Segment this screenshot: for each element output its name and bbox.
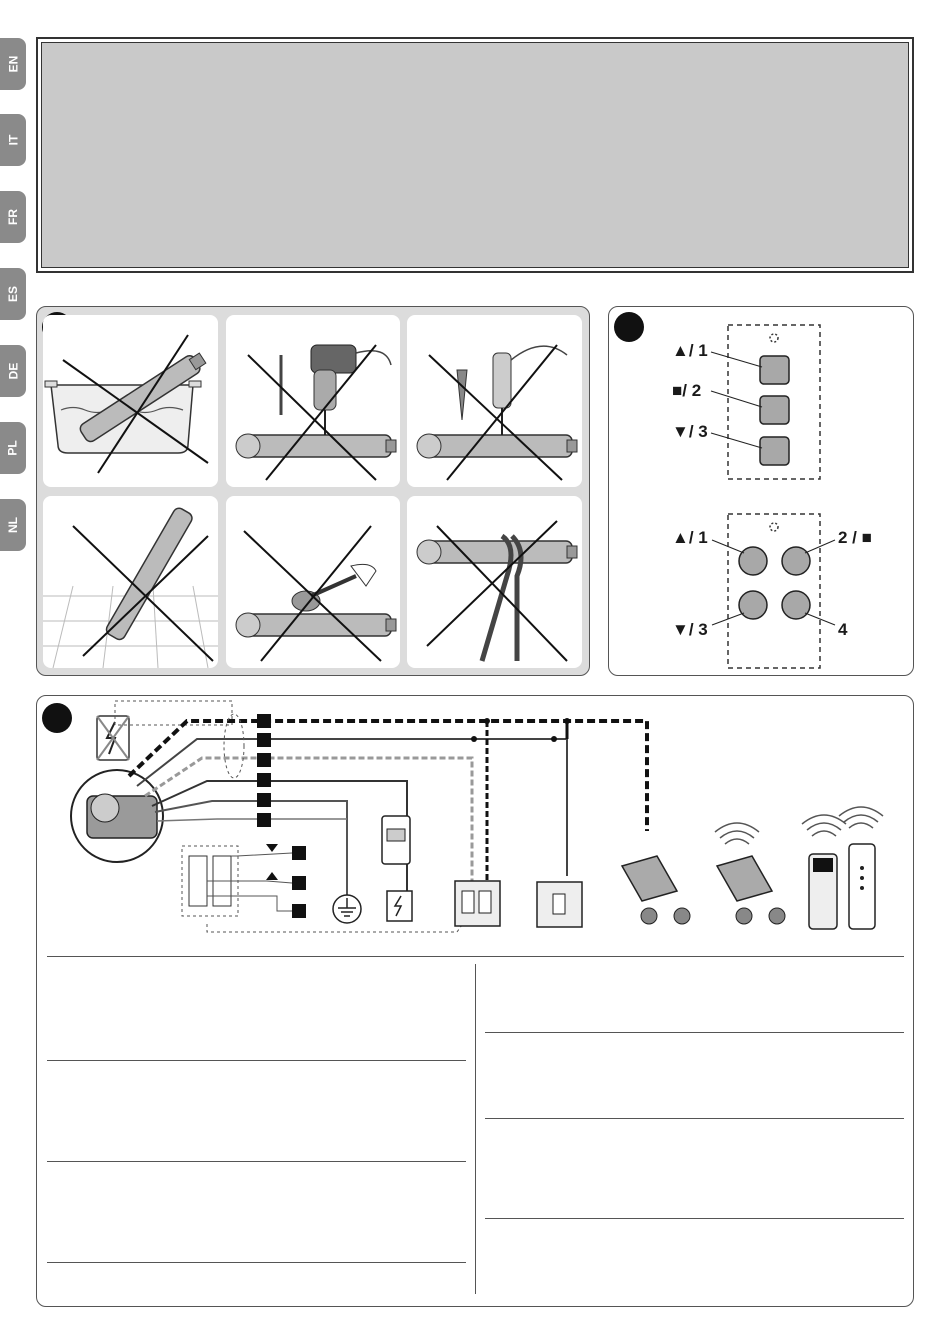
- left-rule-2: [47, 1161, 466, 1162]
- tab-label: DE: [5, 362, 20, 380]
- warning-no-crushing: [407, 496, 582, 668]
- section-divider: [47, 956, 904, 957]
- keypad3-up-label: ▲/ 1: [672, 341, 708, 360]
- tab-fr[interactable]: [0, 191, 26, 243]
- tab-en[interactable]: [0, 38, 26, 90]
- keypad-drawing: [609, 307, 915, 677]
- tab-nl[interactable]: [0, 499, 26, 551]
- wireless-signal-icon: [715, 807, 883, 844]
- lightning-icon: [97, 716, 129, 760]
- tab-label: FR: [6, 209, 20, 225]
- keypad4-button4-label: 4: [838, 620, 848, 639]
- tab-it[interactable]: [0, 114, 26, 166]
- wiring-diagram: [37, 696, 915, 946]
- warning-no-hammering: [226, 496, 400, 668]
- figure-3-wiring: [36, 695, 914, 1307]
- warning-no-dropping: [43, 496, 218, 668]
- column-divider: [475, 964, 476, 1294]
- keypad4-down-label: ▼/ 3: [672, 620, 708, 639]
- tab-label: EN: [5, 55, 20, 73]
- tab-pl[interactable]: [0, 422, 26, 474]
- left-rule-1: [47, 1060, 466, 1061]
- figure-1-warnings: [36, 306, 590, 676]
- tab-label: PL: [6, 440, 20, 456]
- tab-label: ES: [5, 285, 20, 303]
- right-rule-3: [485, 1218, 904, 1219]
- ground-icon: [333, 895, 361, 923]
- keypad4-stop-label: 2 / ■: [838, 528, 872, 547]
- tab-es[interactable]: [0, 268, 26, 320]
- figure-2-keypads: [608, 306, 914, 676]
- header-fill: [41, 42, 909, 268]
- left-rule-3: [47, 1262, 466, 1263]
- tab-label: NL: [6, 517, 20, 533]
- warning-no-water: [43, 315, 218, 487]
- keypad4-up-label: ▲/ 1: [672, 528, 708, 547]
- keypad3-stop-label: ■/ 2: [672, 381, 702, 400]
- tab-de[interactable]: [0, 345, 26, 397]
- right-rule-1: [485, 1032, 904, 1033]
- warning-no-drilling: [226, 315, 400, 487]
- header-box: [36, 37, 914, 273]
- tab-label: IT: [5, 134, 20, 146]
- keypad3-down-label: ▼/ 3: [672, 422, 708, 441]
- right-rule-2: [485, 1118, 904, 1119]
- warning-no-screws: [407, 315, 582, 487]
